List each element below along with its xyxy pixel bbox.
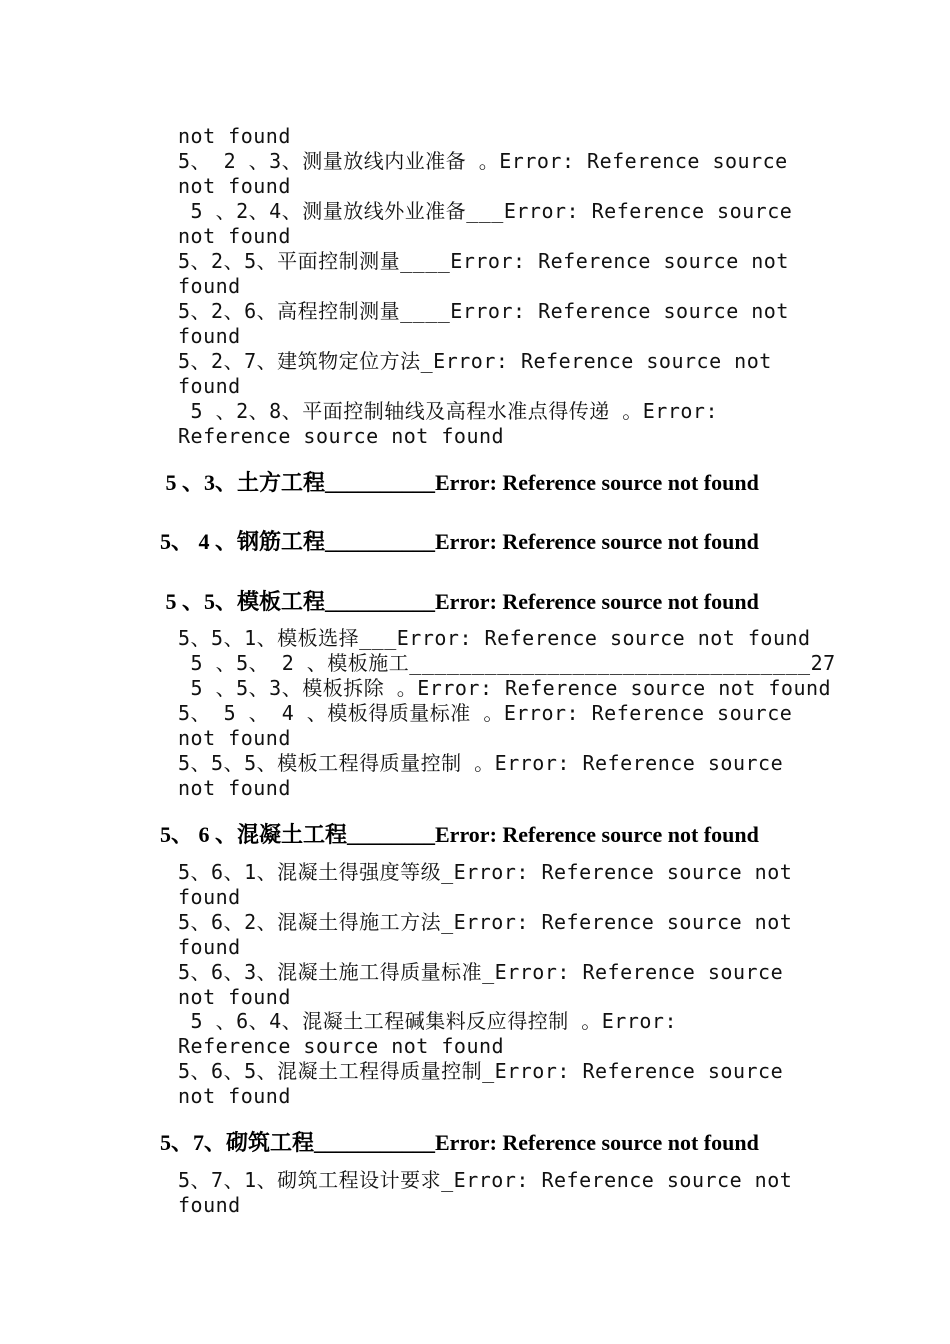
toc-line: Reference source not found	[178, 424, 505, 448]
toc-line: found	[178, 324, 241, 348]
toc-entry-5-2-4[interactable]: 5 、2、4、测量放线外业准备___Error: Reference source	[178, 199, 793, 223]
toc-heading-5-7[interactable]: 5、7、砌筑工程___________Error: Reference source not found	[160, 1130, 759, 1155]
toc-line: found	[178, 374, 241, 398]
toc-entry-5-5-5[interactable]: 5、5、5、模板工程得质量控制 。Error: Reference source	[178, 751, 784, 775]
toc-line: not found	[178, 776, 291, 800]
toc-entry-5-6-2[interactable]: 5、6、2、混凝土得施工方法_Error: Reference source not	[178, 910, 793, 934]
toc-entry-5-7-1[interactable]: 5、7、1、砌筑工程设计要求_Error: Reference source not	[178, 1168, 793, 1192]
toc-entry-5-5-4[interactable]: 5、 5 、 4 、模板得质量标准 。Error: Reference source	[178, 701, 793, 725]
toc-line: found	[178, 885, 241, 909]
toc-entry-5-2-5[interactable]: 5、2、5、平面控制测量____Error: Reference source not	[178, 249, 789, 273]
toc-entry-5-2-7[interactable]: 5、2、7、建筑物定位方法_Error: Reference source not	[178, 349, 772, 373]
toc-heading-5-5[interactable]: 5 、5、模板工程__________Error: Reference source not found	[160, 589, 759, 614]
toc-heading-5-3[interactable]: 5 、3、土方工程__________Error: Reference source not found	[160, 470, 759, 495]
toc-line: not found	[178, 124, 291, 148]
toc-line: not found	[178, 726, 291, 750]
toc-line: not found	[178, 1084, 291, 1108]
toc-entry-5-6-3[interactable]: 5、6、3、混凝土施工得质量标准_Error: Reference source	[178, 960, 784, 984]
toc-heading-5-6[interactable]: 5、 6 、混凝土工程________Error: Reference source not found	[160, 822, 759, 847]
toc-entry-5-5-2[interactable]: 5 、5、 2 、模板施工________________________________27	[178, 651, 836, 675]
toc-line: not found	[178, 174, 291, 198]
toc-line: not found	[178, 224, 291, 248]
toc-entry-5-5-1[interactable]: 5、5、1、模板选择___Error: Reference source not found	[178, 626, 811, 650]
toc-entry-5-6-5[interactable]: 5、6、5、混凝土工程得质量控制_Error: Reference source	[178, 1059, 784, 1083]
toc-entry-5-2-8[interactable]: 5 、2、8、平面控制轴线及高程水准点得传递 。Error:	[178, 399, 718, 423]
toc-entry-5-2-3[interactable]: 5、 2 、3、测量放线内业准备 。Error: Reference source	[178, 149, 788, 173]
toc-entry-5-5-3[interactable]: 5 、5、3、模板拆除 。Error: Reference source not found	[178, 676, 832, 700]
toc-line: found	[178, 274, 241, 298]
toc-entry-5-6-1[interactable]: 5、6、1、混凝土得强度等级_Error: Reference source not	[178, 860, 793, 884]
toc-heading-5-4[interactable]: 5、 4 、钢筋工程__________Error: Reference source not found	[160, 529, 759, 554]
toc-line: Reference source not found	[178, 1034, 505, 1058]
toc-line: found	[178, 1193, 241, 1217]
toc-entry-5-6-4[interactable]: 5 、6、4、混凝土工程碱集料反应得控制 。Error:	[178, 1009, 677, 1033]
toc-line: found	[178, 935, 241, 959]
toc-entry-5-2-6[interactable]: 5、2、6、高程控制测量____Error: Reference source not	[178, 299, 789, 323]
toc-line: not found	[178, 985, 291, 1009]
